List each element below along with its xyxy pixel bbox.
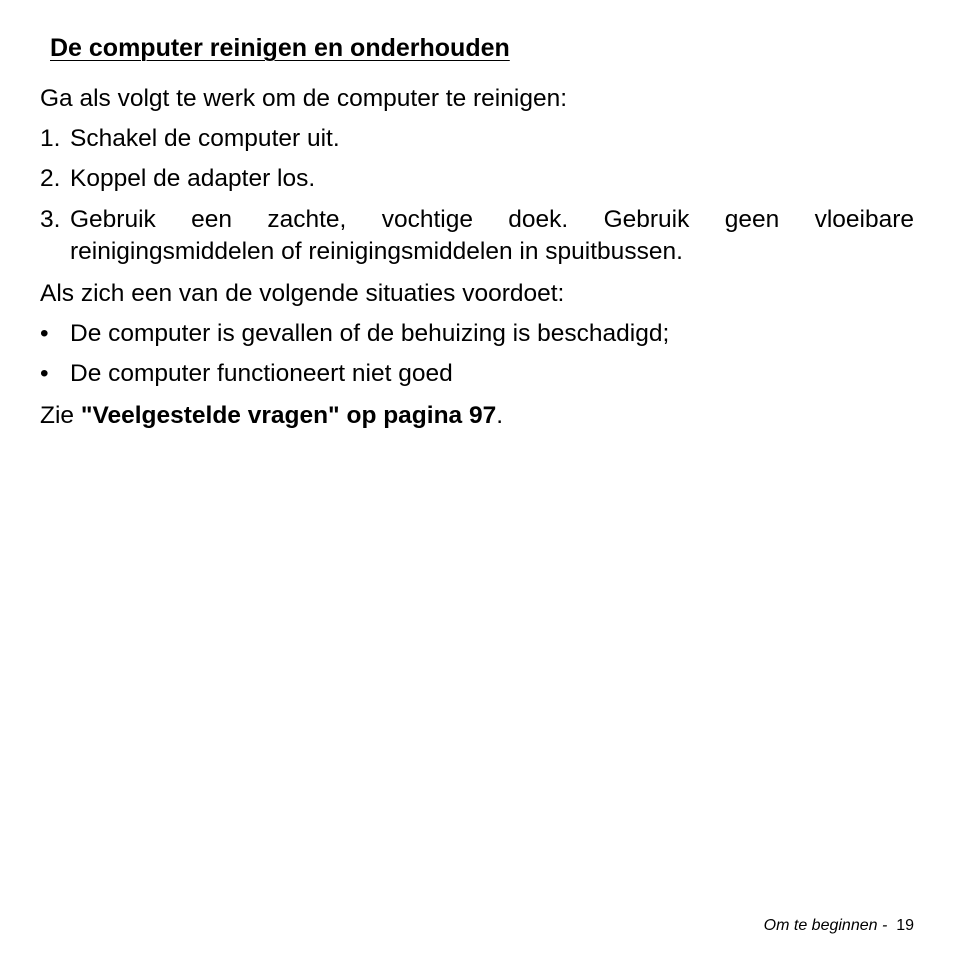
reference-suffix: .	[496, 402, 504, 429]
intro-paragraph: Ga als volgt te werk om de computer te reinigen:	[40, 85, 568, 112]
step-text: Schakel de computer uit.	[70, 125, 340, 152]
step-text: Koppel de adapter los.	[70, 165, 316, 192]
reference-paragraph	[40, 400, 503, 432]
bullet-item-2	[40, 358, 914, 390]
bullet-marker: •	[40, 360, 49, 387]
bullet-marker: •	[40, 320, 49, 347]
situations-paragraph: Als zich een van de volgende situaties voordoet:	[40, 280, 565, 307]
step-item-3	[40, 204, 914, 268]
page-footer	[764, 916, 914, 936]
section-heading: De computer reinigen en onderhouden	[50, 34, 510, 62]
footer-section-title: Om te beginnen	[763, 917, 878, 934]
reference-prefix: Zie	[40, 402, 81, 429]
step-item-1	[40, 123, 914, 155]
reference-link[interactable]: "Veelgestelde vragen" op pagina 97	[80, 402, 497, 429]
step-number: 1.	[40, 125, 61, 152]
step-text: Gebruik een zachte, vochtige doek. Gebruik geen vloeibare reinigingsmiddelen of reinigingsmiddelen in spuitbussen.	[70, 206, 914, 265]
step-number: 2.	[40, 165, 61, 192]
bullet-text: De computer functioneert niet goed	[70, 360, 453, 387]
step-item-2	[40, 163, 914, 195]
step-number: 3.	[40, 206, 61, 233]
footer-page-number: 19	[896, 917, 914, 934]
bullet-text: De computer is gevallen of de behuizing is beschadigd;	[70, 320, 670, 347]
footer-separator: -	[877, 917, 897, 934]
bullet-item-1	[40, 318, 914, 350]
